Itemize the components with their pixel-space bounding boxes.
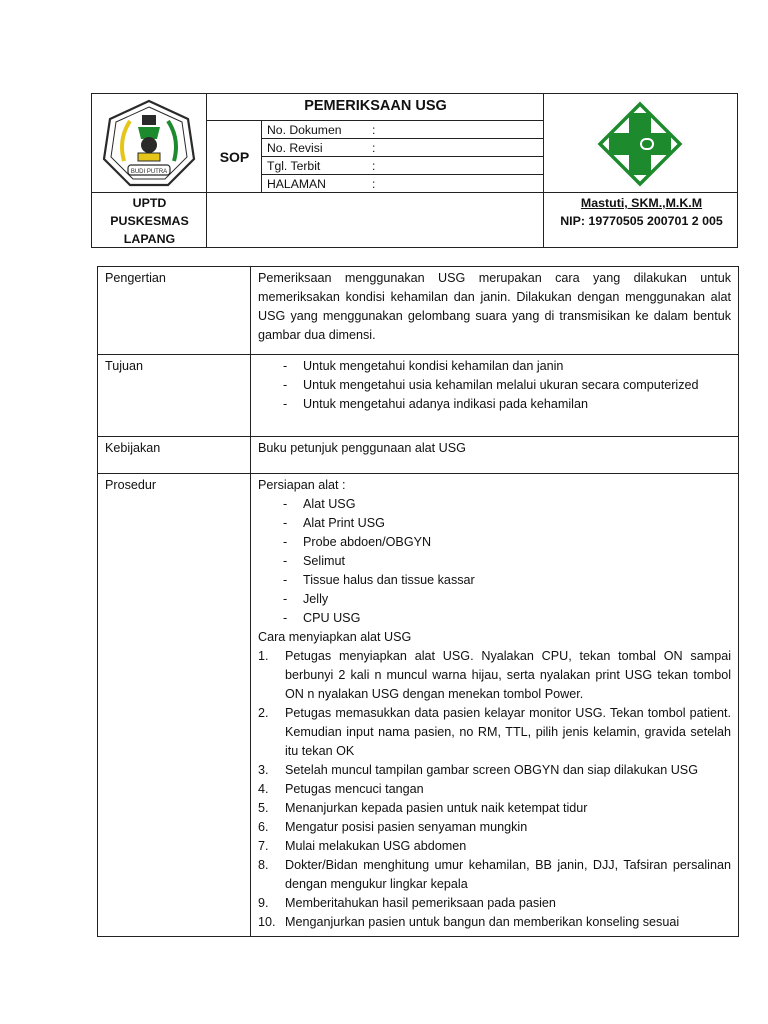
step-text: Dokter/Bidan menghitung umur kehamilan, BB janin, DJJ, Tafsiran persalinan dengan mengukur lingkar kepala bbox=[285, 858, 731, 891]
pengertian-text: Pemeriksaan menggunakan USG merupakan cara yang dilakukan untuk memeriksakan kondisi kehamilan dan janin. Dilakukan dengan menggunakan alat USG yang menggunakan gelombang suara yang di transmisikan ke dalam bentuk gambar dua dimensi. bbox=[251, 267, 739, 355]
step-number: 7. bbox=[258, 839, 269, 853]
step-number: 10. bbox=[258, 915, 276, 929]
row-label: Prosedur bbox=[98, 474, 251, 937]
tujuan-list bbox=[258, 357, 731, 414]
list-item bbox=[258, 818, 731, 837]
meta-label: No. Revisi bbox=[267, 141, 323, 155]
list-item bbox=[258, 913, 731, 932]
list-item bbox=[258, 856, 731, 894]
steps-list bbox=[258, 647, 731, 932]
list-item: - Alat USG bbox=[283, 495, 731, 514]
row-label: Tujuan bbox=[98, 355, 251, 437]
prosedur-content bbox=[251, 474, 739, 937]
list-item bbox=[258, 837, 731, 856]
list-item: - Untuk mengetahui kondisi kehamilan dan janin bbox=[283, 357, 731, 376]
step-number: 4. bbox=[258, 782, 269, 796]
sop-content-table bbox=[97, 266, 739, 937]
list-item bbox=[258, 704, 731, 761]
step-number: 5. bbox=[258, 801, 269, 815]
list-item: - Alat Print USG bbox=[283, 514, 731, 533]
unit-name bbox=[92, 194, 207, 248]
row-label: Pengertian bbox=[98, 267, 251, 355]
table-row-tujuan bbox=[98, 355, 739, 437]
meta-row-no-dokumen bbox=[265, 121, 543, 139]
step-text: Petugas menyiapkan alat USG. Nyalakan CPU, tekan tombal ON sampai berbunyi 2 kali n muncul warna hijau, serta nyalakan print USG tekan tombol ON n nyalakan USG dengan menekan tombol Power. bbox=[285, 649, 731, 701]
steps-title: Cara menyiapkan alat USG bbox=[258, 630, 412, 644]
step-text: Menanjurkan kepada pasien untuk naik ketempat tidur bbox=[285, 801, 588, 815]
prep-title: Persiapan alat : bbox=[258, 478, 346, 492]
regency-emblem-icon bbox=[102, 99, 196, 187]
step-text: Setelah muncul tampilan gambar screen OBGYN dan siap dilakukan USG bbox=[285, 763, 699, 777]
step-text: Petugas mencuci tangan bbox=[285, 782, 424, 796]
puskesmas-cross-logo-icon bbox=[597, 101, 683, 187]
meta-label: No. Dokumen bbox=[267, 123, 342, 137]
step-text: Petugas memasukkan data pasien kelayar monitor USG. Tekan tombol patient. Kemudian input nama pasien, no RM, TTL, pilih jenis kelamin, gravida setelah itu tekan OK bbox=[285, 706, 731, 758]
signer-name: Mastuti, SKM.,M.K.M bbox=[580, 196, 703, 210]
step-number: 2. bbox=[258, 706, 269, 720]
step-text: Menganjurkan pasien untuk bangun dan memberikan konseling sesuai bbox=[285, 915, 680, 929]
meta-value: : bbox=[372, 159, 376, 173]
table-row-pengertian bbox=[98, 267, 739, 355]
meta-row-halaman bbox=[265, 175, 543, 193]
step-text: Memberitahukan hasil pemeriksaan pada pasien bbox=[285, 896, 556, 910]
prep-list bbox=[258, 495, 731, 628]
meta-label: HALAMAN bbox=[267, 177, 326, 191]
list-item: - Jelly bbox=[283, 590, 731, 609]
unit-line: PUSKESMAS bbox=[110, 214, 189, 228]
meta-row-no-revisi bbox=[265, 139, 543, 157]
table-row-prosedur bbox=[98, 474, 739, 937]
signer-nip: NIP: 19770505 200701 2 005 bbox=[560, 214, 723, 228]
meta-label: Tgl. Terbit bbox=[267, 159, 321, 173]
tujuan-content bbox=[251, 355, 739, 437]
unit-line: UPTD bbox=[132, 196, 167, 210]
list-item: - CPU USG bbox=[283, 609, 731, 628]
step-text: Mengatur posisi pasien senyaman mungkin bbox=[285, 820, 528, 834]
list-item bbox=[258, 894, 731, 913]
step-text: Mulai melakukan USG abdomen bbox=[285, 839, 467, 853]
sop-header-table bbox=[91, 93, 738, 248]
list-item: - Selimut bbox=[283, 552, 731, 571]
meta-row-tgl-terbit bbox=[265, 157, 543, 175]
kebijakan-text: Buku petunjuk penggunaan alat USG bbox=[251, 437, 739, 474]
sop-label: SOP bbox=[219, 149, 250, 165]
step-number: 3. bbox=[258, 763, 269, 777]
step-number: 8. bbox=[258, 858, 269, 872]
list-item bbox=[258, 761, 731, 780]
page-title: PEMERIKSAAN USG bbox=[304, 98, 447, 114]
table-row-kebijakan bbox=[98, 437, 739, 474]
step-number: 6. bbox=[258, 820, 269, 834]
step-number: 1. bbox=[258, 649, 269, 663]
emblem-motto: BUDI PUTRA bbox=[130, 169, 168, 175]
list-item bbox=[258, 647, 731, 704]
list-item: - Probe abdoen/OBGYN bbox=[283, 533, 731, 552]
list-item: - Tissue halus dan tissue kassar bbox=[283, 571, 731, 590]
step-number: 9. bbox=[258, 896, 269, 910]
list-item: - Untuk mengetahui adanya indikasi pada kehamilan bbox=[283, 395, 731, 414]
list-item: - Untuk mengetahui usia kehamilan melalui ukuran secara computerized bbox=[283, 376, 731, 395]
meta-value: : bbox=[372, 141, 376, 155]
unit-line: LAPANG bbox=[123, 232, 176, 246]
list-item bbox=[258, 799, 731, 818]
meta-value: : bbox=[372, 177, 376, 191]
meta-value: : bbox=[372, 123, 376, 137]
signer-block bbox=[544, 194, 739, 230]
row-label: Kebijakan bbox=[98, 437, 251, 474]
list-item bbox=[258, 780, 731, 799]
